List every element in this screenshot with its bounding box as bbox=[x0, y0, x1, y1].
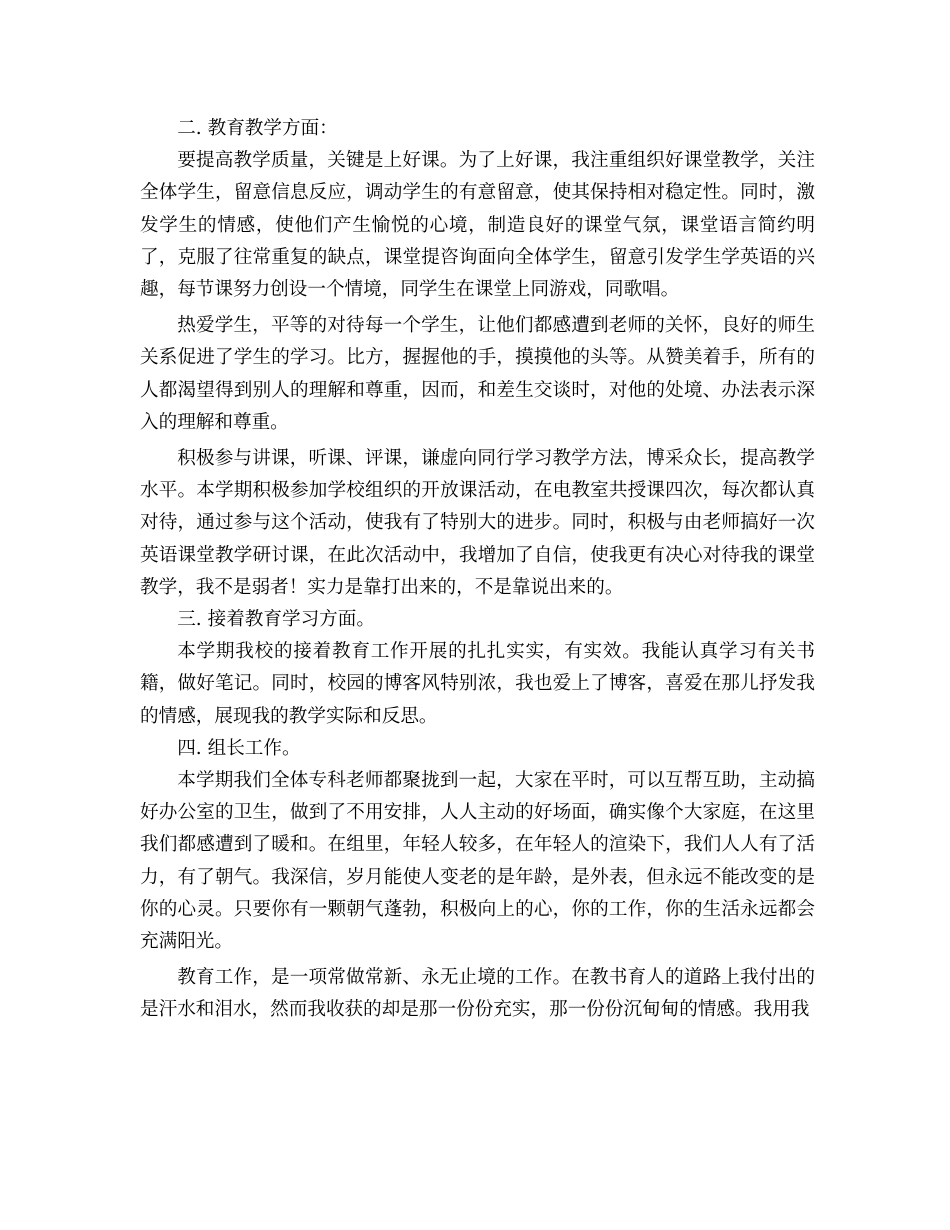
paragraph-classroom-teaching: 要提高教学质量，关键是上好课。为了上好课，我注重组织好课堂教学，关注全体学生，留意信息反应，调动学生的有意留意，使其保持相对稳定性。同时，激发学生的情感，使他们产生愉悦的心境，制造良好的课堂气氛，课堂语言简约明了，克服了往常重复的缺点，课堂提咨询面向全体学生，留意引发学生学英语的兴趣，每节课努力创设一个情境，同学生在课堂上同游戏，同歌唱。 bbox=[140, 150, 815, 301]
paragraph-continuing-education: 本学期我校的接着教育工作开展的扎扎实实，有实效。我能认真学习有关书籍，做好笔记。同时，校园的博客风特别浓，我也爱上了博客，喜爱在那儿抒发我的情感，展现我的教学实际和反思。 bbox=[140, 641, 815, 727]
document-body bbox=[140, 113, 815, 1027]
section-heading-teaching: 二. 教育教学方面： bbox=[177, 118, 338, 139]
section-heading-continuing-education: 三. 接着教育学习方面。 bbox=[177, 609, 375, 631]
paragraph-lesson-observation: 积极参与讲课，听课、评课，谦虚向同行学习教学方法，博采众长，提高教学水平。本学期积极参加学校组织的开放课活动，在电教室共授课四次，每次都认真对待，通过参与这个活动，使我有了特别大的进步。同时，积极与由老师搞好一次英语课堂教学研讨课，在此次活动中，我增加了自信，使我更有决心对待我的课堂教学，我不是弱者！实力是靠打出来的，不是靠说出来的。 bbox=[140, 448, 815, 598]
paragraph-caring-students: 热爱学生，平等的对待每一个学生，让他们都感遭到老师的关怀，良好的师生关系促进了学生的学习。比方，握握他的手，摸摸他的头等。从赞美着手，所有的人都渴望得到别人的理解和尊重，因而，和差生交谈时，对他的处境、办法表示深入的理解和尊重。 bbox=[140, 315, 815, 433]
paragraph-education-work: 教育工作，是一项常做常新、永无止境的工作。在教书育人的道路上我付出的是汗水和泪水，然而我收获的却是那一份份充实，那一份份沉甸甸的情感。我用我 bbox=[140, 967, 815, 1021]
paragraph-group-leader: 本学期我们全体专科老师都聚拢到一起，大家在平时，可以互帮互助，主动搞好办公室的卫生，做到了不用安排，人人主动的好场面，确实像个大家庭，在这里我们都感遭到了暖和。在组里，年轻人较多，在年轻人的渲染下，我们人人有了活力，有了朝气。我深信，岁月能使人变老的是年龄，是外表，但永远不能改变的是你的心灵。只要你有一颗朝气蓬勃，积极向上的心，你的工作，你的生活永远都会充满阳光。 bbox=[140, 770, 815, 953]
section-heading-group-leader: 四. 组长工作。 bbox=[177, 737, 301, 759]
